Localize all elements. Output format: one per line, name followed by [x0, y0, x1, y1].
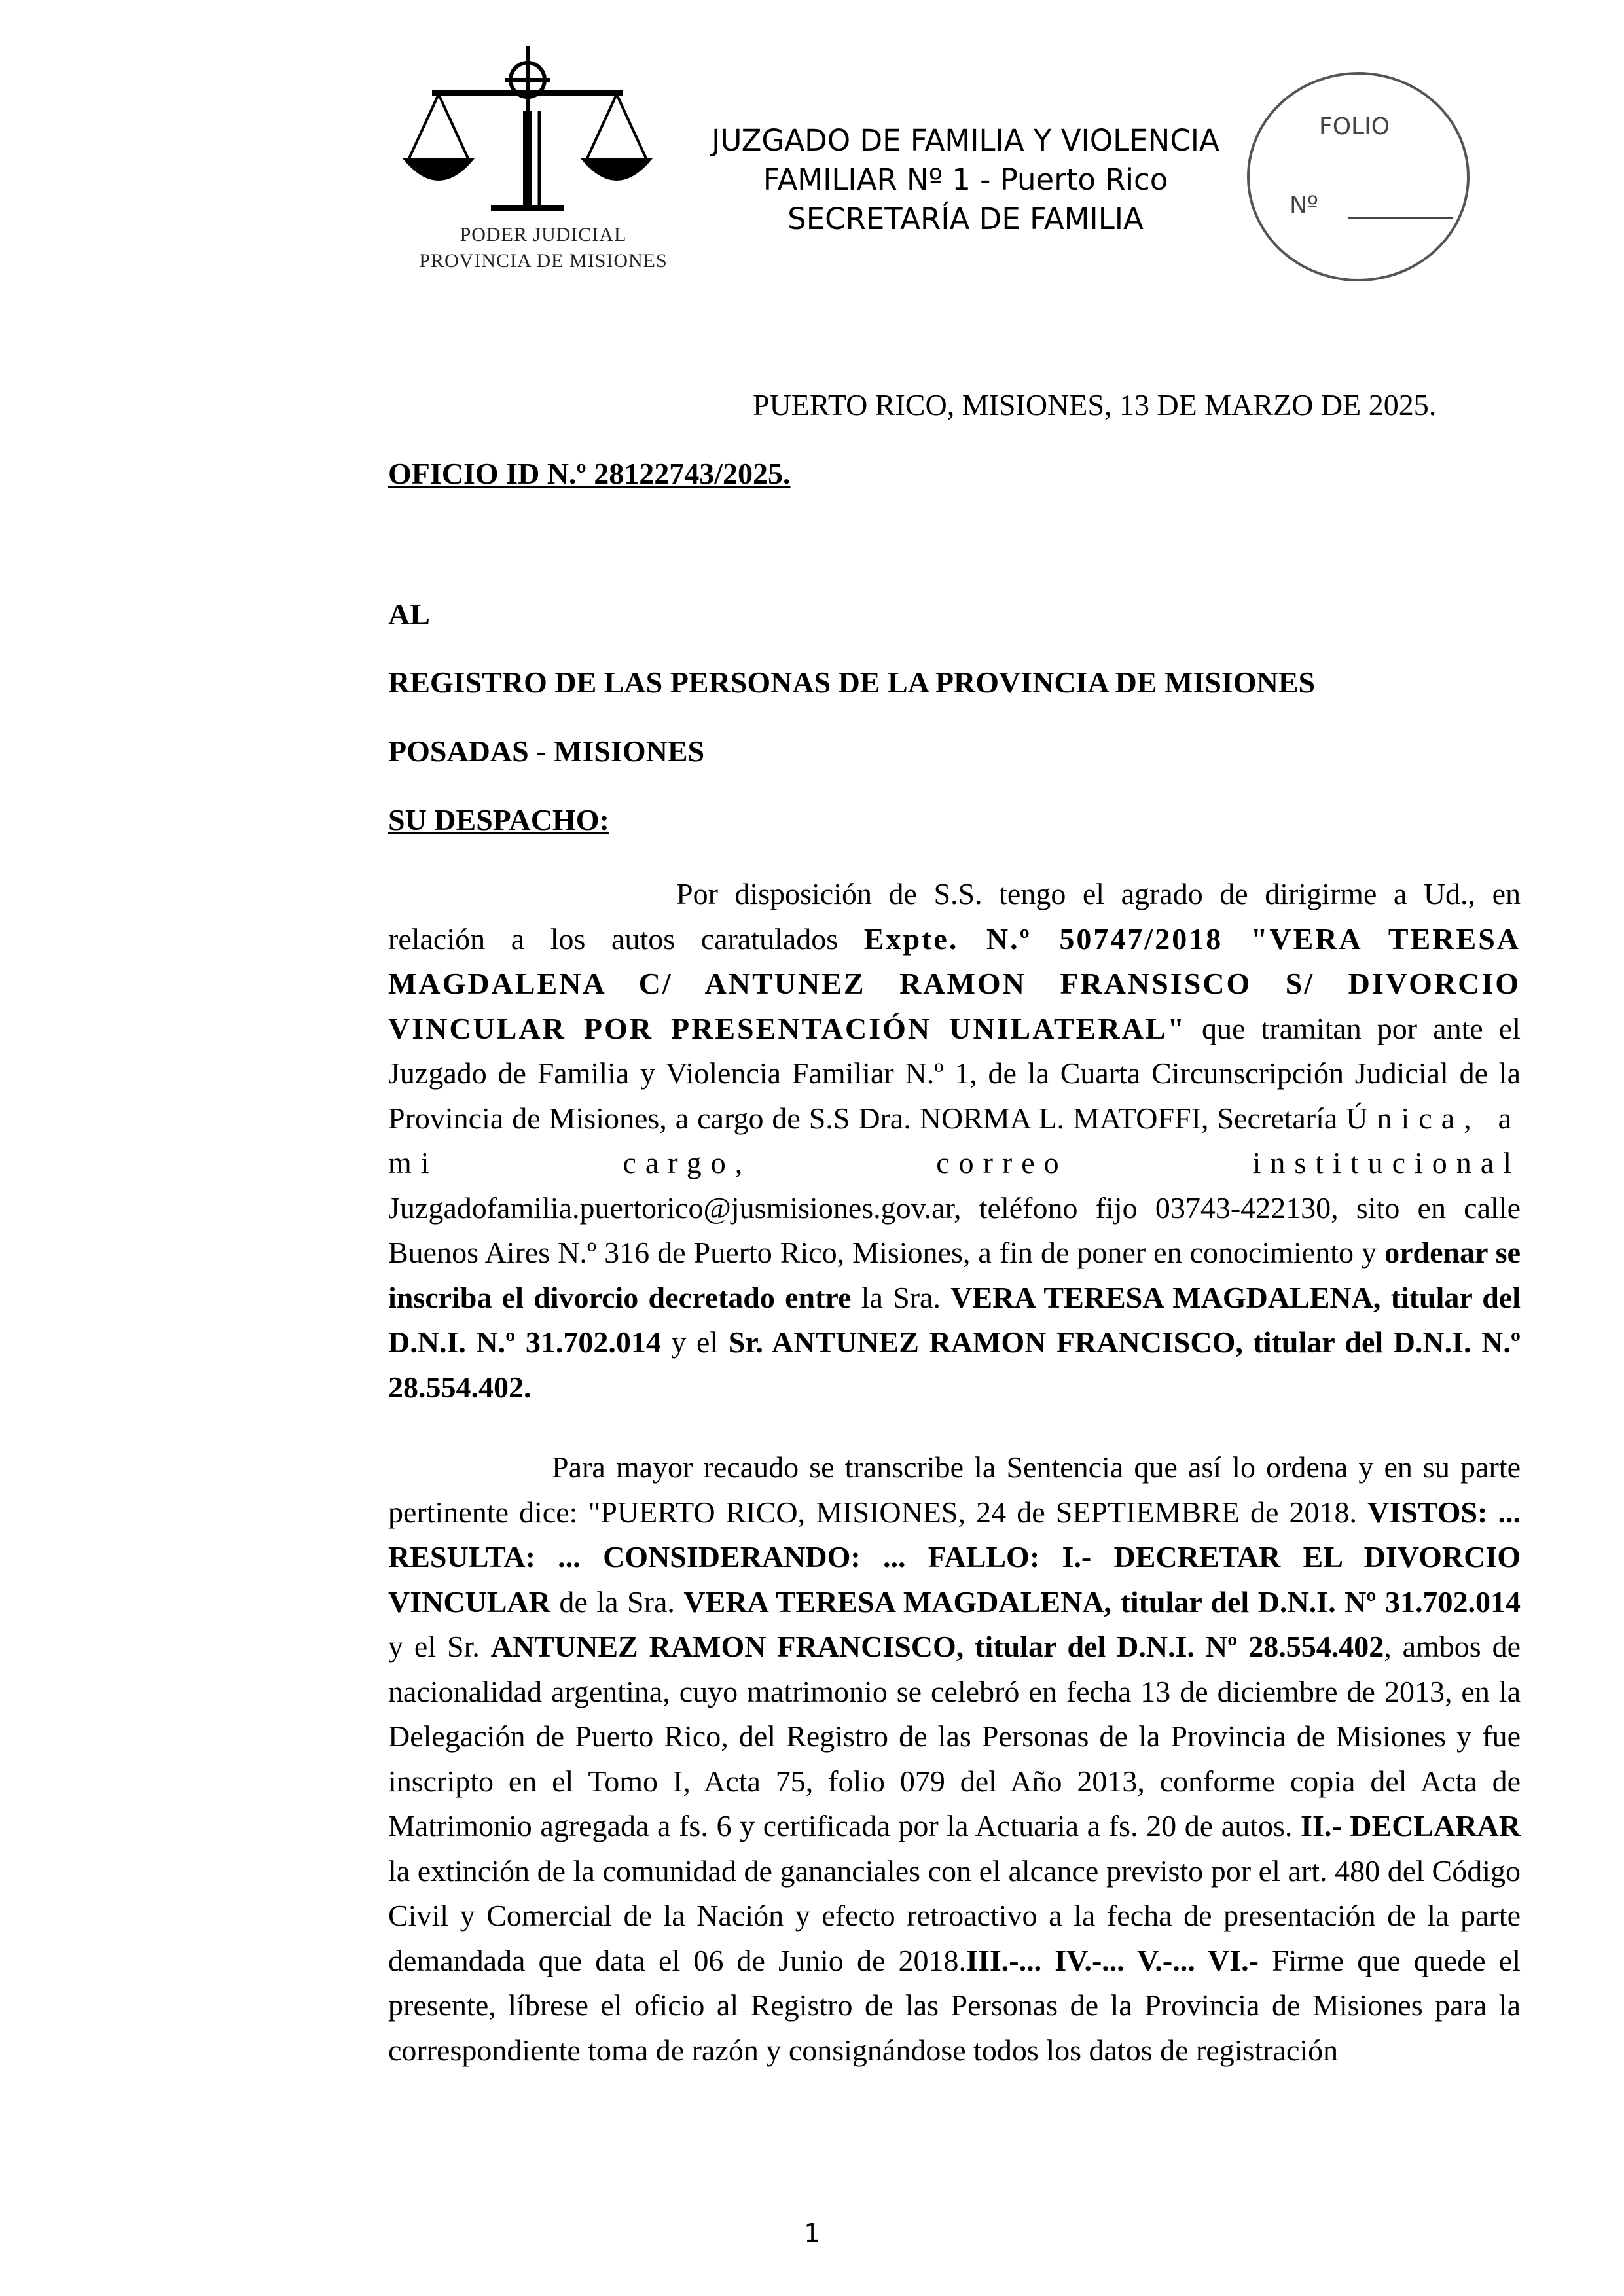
p1-party-vera: VERA TERESA MAGDALENA, titular del D.N.I. N.º 31.702.014	[388, 1280, 1521, 1359]
p2-text-3: y el Sr.	[388, 1630, 491, 1663]
p1-text-1: Por disposición de S.S. tengo el agrado de dirigirme a Ud., en relación a los autos caratulados	[388, 877, 1521, 956]
folio-stamp	[1227, 62, 1489, 291]
p1-order: ordenar se inscriba el divorcio decretado entre	[388, 1236, 1521, 1314]
folio-label: FOLIO	[1319, 113, 1390, 140]
court-name-line1: JUZGADO DE FAMILIA Y VIOLENCIA	[712, 123, 1219, 158]
p1-text-6: y el	[660, 1325, 729, 1359]
paragraph-request	[388, 872, 1521, 1410]
addressee-despacho: SU DESPACHO:	[388, 803, 609, 836]
p2-party-antunez: ANTUNEZ RAMON FRANCISCO, titular del D.N.I. Nº 28.554.402	[490, 1630, 1384, 1663]
p2-ruling-3-6: III.-... IV.-... V.-... VI.-	[966, 1943, 1259, 1977]
oficio-id: OFICIO ID N.º 28122743/2025.	[388, 457, 791, 490]
document-date: PUERTO RICO, MISIONES, 13 DE MARZO DE 2025.	[753, 388, 1437, 422]
court-name-line2: FAMILIAR Nº 1 - Puerto Rico	[763, 162, 1168, 197]
p2-ruling-1: VISTOS: ... RESULTA: ... CONSIDERANDO: ... FALLO: I.- DECRETAR EL DIVORCIO VINCULAR	[388, 1495, 1521, 1619]
p1-text-2: que tramitan por ante el Juzgado de Familia y Violencia Familiar N.º 1, de la Cuarta Circunscripción Judicial de la Provincia de Misiones, a cargo de S.S Dra. NORMA L. MATOFFI, Secretaría	[388, 1011, 1521, 1135]
p2-text-1: Para mayor recaudo se transcribe la Sentencia que así lo ordena y en su parte pertinente dice: "PUERTO RICO, MISIONES, 24 de SEPTIEMBRE de 2018.	[388, 1450, 1521, 1529]
logo-caption-provincia: PROVINCIA DE MISIONES	[419, 250, 668, 272]
p2-party-vera: VERA TERESA MAGDALENA, titular del D.N.I. Nº 31.702.014	[683, 1585, 1521, 1619]
addressee-city: POSADAS - MISIONES	[388, 734, 705, 768]
p2-ruling-2: II.- DECLARAR	[1301, 1809, 1521, 1842]
p1-party-antunez: Sr. ANTUNEZ RAMON FRANCISCO, titular del D.N.I. N.º 28.554.402.	[388, 1325, 1521, 1404]
folio-number-blank	[1348, 217, 1453, 219]
scales-of-justice-icon	[393, 39, 694, 229]
addressee-al: AL	[388, 598, 430, 631]
p2-text-5: la extinción de la comunidad de gananciales con el alcance previsto por el art. 480 del Código Civil y Comercial de la Nación y efecto retroactivo a la fecha de presentación de la parte demandada que data el 06 de Junio de 2018.	[388, 1854, 1521, 1977]
p2-text-6: Firme que quede el presente, líbrese el oficio al Registro de las Personas de la Provincia de Misiones para la correspondiente toma de razón y consignándose todos los datos de registración	[388, 1943, 1521, 2067]
page-number: 1	[804, 2219, 820, 2248]
p1-case-title: Expte. N.º 50747/2018 "VERA TERESA MAGDALENA C/ ANTUNEZ RAMON FRANSISCO S/ DIVORCIO VINCULAR POR PRESENTACIÓN UNILATERAL"	[388, 922, 1521, 1045]
court-heading	[674, 121, 1257, 239]
court-secretariat: SECRETARÍA DE FAMILIA	[787, 202, 1144, 236]
p1-text-5: la Sra.	[851, 1280, 951, 1314]
p1-text-4: Juzgadofamilia.puertorico@jusmisiones.gov.ar, teléfono fijo 03743-422130, sito en calle Buenos Aires N.º 316 de Puerto Rico, Misiones, a fin de poner en conocimiento y	[388, 1191, 1521, 1269]
p1-text-3: Única, a mi cargo, correo institucional	[388, 1101, 1521, 1179]
logo-caption-poder-judicial: PODER JUDICIAL	[460, 224, 627, 245]
folio-number-label: Nº	[1290, 192, 1318, 219]
p2-text-4: , ambos de nacionalidad argentina, cuyo matrimonio se celebró en fecha 13 de diciembre de 2013, en la Delegación de Puerto Rico, del Registro de las Personas de la Provincia de Misiones y fue inscripto en el Tomo I, Acta 75, folio 079 del Año 2013, conforme copia del Acta de Matrimonio agregada a fs. 6 y certificada por la Actuaria a fs. 20 de autos.	[388, 1630, 1521, 1842]
folio-circle-icon	[1227, 62, 1489, 291]
poder-judicial-logo	[393, 39, 694, 301]
paragraph-sentence-transcript	[388, 1445, 1521, 2073]
addressee-registry: REGISTRO DE LAS PERSONAS DE LA PROVINCIA DE MISIONES	[388, 666, 1316, 699]
p2-text-2: de la Sra.	[550, 1585, 684, 1619]
